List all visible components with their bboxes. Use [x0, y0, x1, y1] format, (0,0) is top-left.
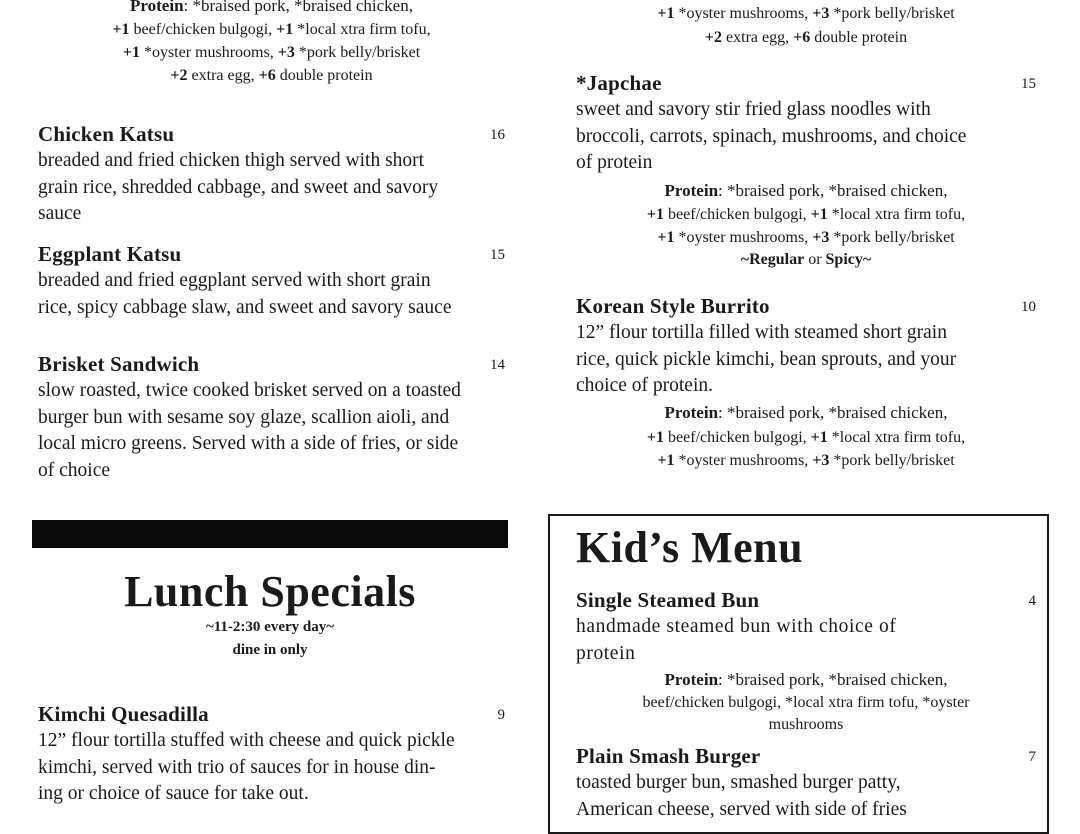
- item-price: 16: [490, 127, 505, 143]
- protein-addon-line: +1 *oyster mushrooms, +3 *pork belly/brisket: [657, 228, 955, 246]
- item-name: *Japchae: [576, 71, 662, 95]
- item-price: 14: [490, 357, 505, 373]
- menu-item-chicken-katsu: [38, 122, 505, 228]
- protein-text: : *braised pork, *braised chicken,: [183, 0, 413, 15]
- item-name: Brisket Sandwich: [38, 352, 200, 376]
- item-name: Korean Style Burrito: [576, 294, 770, 318]
- protein-addon-line: +1 *oyster mushrooms, +3 *pork belly/brisket: [122, 44, 421, 61]
- item-price: 9: [497, 707, 505, 723]
- protein-line: Protein: *braised pork, *braised chicken,: [664, 670, 948, 689]
- protein-options-line: beef/chicken bulgogi, *local xtra firm tofu, *oyster: [642, 694, 970, 711]
- menu-item-korean-style-burrito: [576, 294, 1036, 472]
- item-description: breaded and fried chicken thigh served with short grain rice, shredded cabbage, and sweet and savory sauce: [38, 150, 439, 224]
- right-top-protein-options: [576, 2, 1036, 50]
- lunch-specials-header: [32, 566, 508, 659]
- item-description: 12” flour tortilla stuffed with cheese and quick pickle kimchi, served with trio of sauces for in house din- ing or choice of sauce for take out.: [38, 730, 455, 804]
- menu-item-eggplant-katsu: [38, 242, 505, 321]
- protein-addon-line: +1 *oyster mushrooms, +3 *pork belly/brisket: [657, 5, 955, 22]
- item-description: handmade steamed bun with choice of protein: [576, 616, 897, 664]
- protein-line: Protein: *braised pork, *braised chicken,: [664, 180, 948, 200]
- item-name: Eggplant Katsu: [38, 242, 182, 266]
- menu-item-brisket-sandwich: [38, 352, 505, 484]
- item-name: Plain Smash Burger: [576, 744, 761, 768]
- item-description: breaded and fried eggplant served with short grain rice, spicy cabbage slaw, and sweet and savory sauce: [38, 270, 452, 318]
- item-description: toasted burger bun, smashed burger patty, American cheese, served with side of fries: [576, 772, 907, 820]
- menu-item-japchae: [576, 71, 1036, 271]
- protein-addon-line: +1 beef/chicken bulgogi, +1 *local xtra firm tofu,: [646, 205, 966, 223]
- protein-extra-line: +2 extra egg, +6 double protein: [170, 67, 373, 84]
- item-description: slow roasted, twice cooked brisket served on a toasted burger bun with sesame soy glaze, scallion aioli, and local micro greens. Served with a side of fries, or side of choice: [38, 380, 461, 481]
- left-top-protein-options: [38, 0, 505, 88]
- section-title: Lunch Specials: [124, 567, 416, 616]
- item-name: Chicken Katsu: [38, 122, 175, 146]
- item-price: 4: [1028, 593, 1036, 609]
- protein-options-line: mushrooms: [768, 716, 844, 733]
- kids-menu-title-wrap: [576, 522, 803, 573]
- section-subtitle: ~11-2:30 every day~: [205, 619, 335, 635]
- item-name: Single Steamed Bun: [576, 588, 760, 612]
- protein-line: Protein: *braised pork, *braised chicken,: [664, 402, 948, 422]
- protein-addon-line: +1 beef/chicken bulgogi, +1 *local xtra firm tofu,: [646, 428, 966, 446]
- item-price: 15: [490, 247, 505, 263]
- protein-addon-line: +1 *oyster mushrooms, +3 *pork belly/brisket: [657, 451, 955, 469]
- item-description: sweet and savory stir fried glass noodles with broccoli, carrots, spinach, mushrooms, and choice of protein: [576, 99, 967, 173]
- section-note: dine in only: [232, 642, 308, 658]
- section-title: Kid’s Menu: [576, 523, 804, 572]
- item-description: 12” flour tortilla filled with steamed short grain rice, quick pickle kimchi, bean sprouts, and your choice of protein.: [576, 322, 957, 396]
- protein-extra-line: +2 extra egg, +6 double protein: [704, 29, 908, 46]
- item-price: 15: [1021, 76, 1036, 92]
- menu-item-plain-smash-burger: [576, 744, 1036, 823]
- menu-item-single-steamed-bun: [576, 588, 1036, 736]
- item-price: 7: [1028, 749, 1036, 765]
- protein-addon-line: +1 beef/chicken bulgogi, +1 *local xtra firm tofu,: [112, 21, 431, 38]
- protein-label: Protein: [130, 0, 184, 15]
- item-price: 10: [1021, 299, 1036, 315]
- section-divider-bar: [32, 520, 508, 548]
- protein-line: [38, 0, 505, 18]
- item-name: Kimchi Quesadilla: [38, 702, 209, 726]
- spice-level-options: ~Regular or Spicy~: [740, 250, 872, 268]
- menu-item-kimchi-quesadilla: [38, 702, 505, 808]
